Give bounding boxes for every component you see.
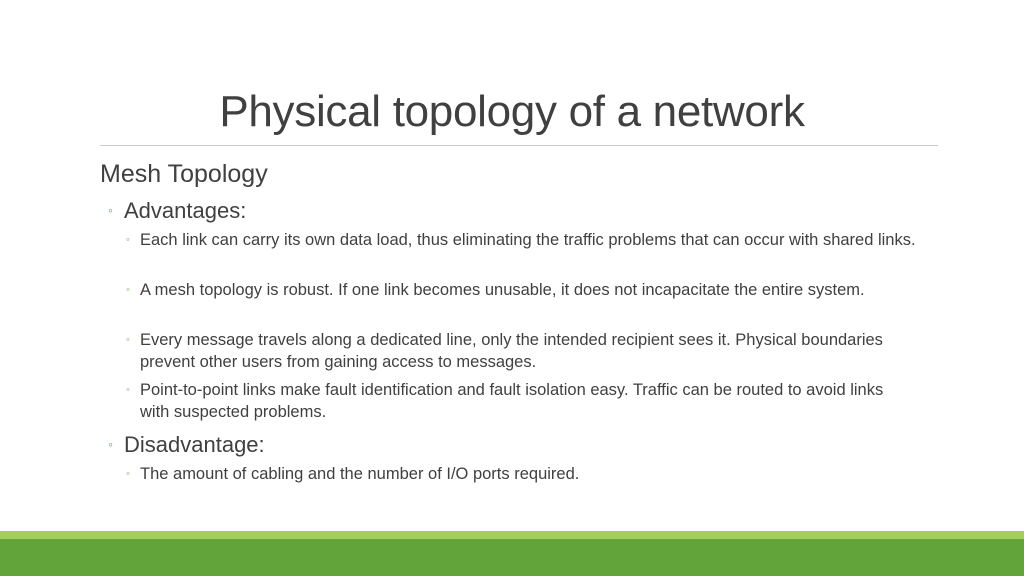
list-item (126, 229, 916, 251)
bullet-icon: ◦ (108, 436, 113, 452)
bullet-icon: ◦ (108, 202, 113, 218)
bullet-icon: ◦ (126, 234, 130, 246)
slide-title: Physical topology of a network (219, 87, 805, 136)
bullet-icon: ◦ (126, 384, 130, 396)
advantages-label-row (108, 196, 246, 225)
list-item (126, 329, 916, 373)
bullet-icon: ◦ (126, 468, 130, 480)
bullet-icon: ◦ (126, 334, 130, 346)
list-item (126, 379, 916, 423)
list-item (126, 463, 916, 485)
bullet-icon: ◦ (126, 284, 130, 296)
list-item-text: Each link can carry its own data load, thus eliminating the traffic problems that can occur with shared links. (140, 231, 916, 249)
title-divider (100, 145, 938, 146)
list-item (126, 279, 916, 301)
footer-accent-bar (0, 539, 1024, 576)
disadvantage-label: Disadvantage: (124, 432, 265, 457)
section-heading: Mesh Topology (100, 160, 268, 188)
disadvantage-label-row (108, 430, 265, 459)
advantages-label: Advantages: (124, 198, 247, 223)
list-item-text: A mesh topology is robust. If one link becomes unusable, it does not incapacitate the entire system. (140, 281, 865, 299)
list-item-text: Point-to-point links make fault identification and fault isolation easy. Traffic can be routed to avoid links with suspected problems. (140, 381, 884, 421)
list-item-text: Every message travels along a dedicated line, only the intended recipient sees it. Physical boundaries prevent other users from gaining access to messages. (140, 331, 883, 371)
footer-accent-bar-light (0, 531, 1024, 539)
list-item-text: The amount of cabling and the number of I/O ports required. (140, 465, 580, 483)
